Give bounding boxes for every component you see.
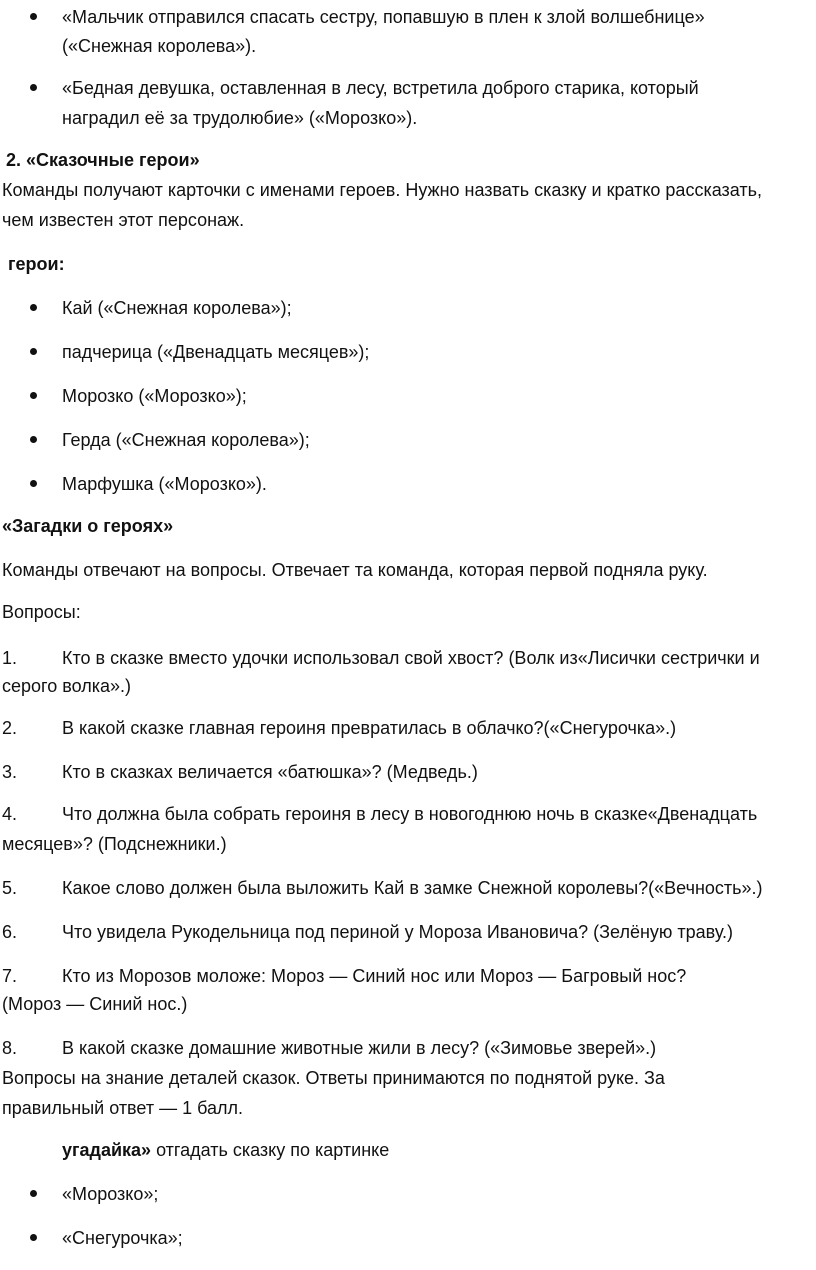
bullet-dot: [30, 74, 40, 102]
bullet-dot: [30, 382, 40, 410]
bullet-dot: [30, 3, 40, 31]
guess-item: «Снегурочка»;: [62, 1228, 183, 1248]
intro-bullet-2-line2: наградил её за трудолюбие» («Морозко»).: [62, 108, 418, 128]
questions-label: Вопросы:: [2, 602, 81, 622]
hero-item: падчерица («Двенадцать месяцев»);: [62, 342, 370, 362]
guess-title-rest: отгадать сказку по картинке: [151, 1140, 390, 1160]
bullet-dot: [30, 338, 40, 366]
guess-title: [62, 1136, 389, 1164]
riddles-heading: «Загадки о героях»: [2, 516, 174, 536]
section2-heading: 2. «Сказочные герои»: [6, 150, 200, 170]
intro-bullet-1-line2: («Снежная королева»).: [62, 36, 257, 56]
hero-item: Марфушка («Морозко»).: [62, 474, 267, 494]
guess-item: «Морозко»;: [62, 1184, 159, 1204]
question-text-cont: (Мороз — Синий нос.): [2, 994, 188, 1014]
bullet-dot: [30, 1180, 40, 1208]
bullet-dot: [30, 294, 40, 322]
intro-bullet-1-line1: «Мальчик отправился спасать сестру, попавшую в плен к злой волшебнице»: [62, 7, 705, 27]
question-text: Какое слово должен была выложить Кай в замке Снежной королевы?(«Вечность».): [62, 878, 763, 898]
question-text-cont: серого волка».): [2, 676, 131, 696]
riddles-desc: Команды отвечают на вопросы. Отвечает та команда, которая первой подняла руку.: [2, 560, 708, 580]
question-text: Кто в сказке вместо удочки использовал свой хвост? (Волк из«Лисички сестрички и: [62, 648, 760, 668]
riddles-after-line1: Вопросы на знание деталей сказок. Ответы принимаются по поднятой руке. За: [2, 1068, 665, 1088]
bullet-dot: [30, 470, 40, 498]
bullet-dot: [30, 1224, 40, 1252]
question-number: 1.: [2, 648, 18, 668]
question-number: 8.: [2, 1038, 18, 1058]
riddles-after-line2: правильный ответ — 1 балл.: [2, 1098, 244, 1118]
question-number: 5.: [2, 878, 18, 898]
question-number: 7.: [2, 966, 18, 986]
question-number: 3.: [2, 762, 18, 782]
question-number: 4.: [2, 804, 18, 824]
hero-item: Герда («Снежная королева»);: [62, 430, 310, 450]
heroes-label: герои:: [8, 254, 65, 274]
hero-item: Морозко («Морозко»);: [62, 386, 247, 406]
question-text: Что должна была собрать героиня в лесу в новогоднюю ночь в сказке«Двенадцать: [62, 804, 758, 824]
hero-item: Кай («Снежная королева»);: [62, 298, 292, 318]
section2-desc-line2: чем известен этот персонаж.: [2, 210, 245, 230]
section2-desc-line1: Команды получают карточки с именами героев. Нужно назвать сказку и кратко рассказать,: [2, 180, 763, 200]
question-text: Что увидела Рукодельница под периной у Мороза Ивановича? (Зелёную траву.): [62, 922, 734, 942]
question-text: Кто из Морозов моложе: Мороз — Синий нос или Мороз — Багровый нос?: [62, 966, 687, 986]
question-text-cont: месяцев»? (Подснежники.): [2, 834, 227, 854]
question-text: Кто в сказках величается «батюшка»? (Медведь.): [62, 762, 478, 782]
question-number: 2.: [2, 718, 18, 738]
bullet-dot: [30, 426, 40, 454]
intro-bullet-2-line1: «Бедная девушка, оставленная в лесу, встретила доброго старика, который: [62, 78, 699, 98]
question-text: В какой сказке домашние животные жили в лесу? («Зимовье зверей».): [62, 1038, 657, 1058]
question-text: В какой сказке главная героиня превратилась в облачко?(«Снегурочка».): [62, 718, 677, 738]
question-number: 6.: [2, 922, 18, 942]
guess-title-bold: угадайка»: [62, 1140, 152, 1160]
